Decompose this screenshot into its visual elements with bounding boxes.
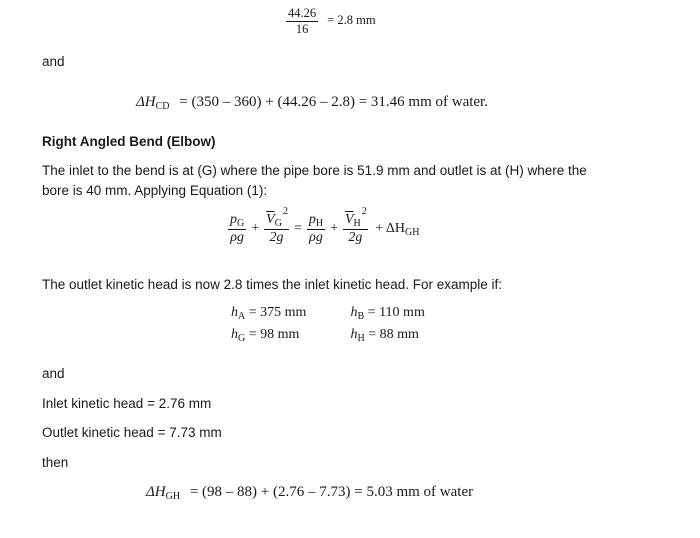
paragraph-1-line-2: bore is 40 mm. Applying Equation (1):: [42, 183, 268, 198]
section-heading: Right Angled Bend (Elbow): [42, 134, 216, 149]
velocity-exponent-h: 2: [361, 206, 367, 217]
pressure-symbol-h: p: [308, 212, 316, 227]
h-h-value: = 88 mm: [368, 327, 419, 342]
h-a-subscript: A: [238, 311, 246, 322]
velocity-subscript-g: G: [274, 218, 282, 229]
pressure-symbol-g: p: [230, 212, 237, 227]
h-h-subscript: H: [357, 333, 365, 344]
fraction-velocity-g: [264, 206, 289, 246]
fraction-velocity-h: [343, 206, 368, 246]
h-a-symbol: h: [231, 305, 238, 320]
fraction-pressure-g: [228, 212, 246, 246]
equation-top: [286, 6, 376, 37]
outlet-kinetic-head: Outlet kinetic head = 7.73 mm: [42, 425, 222, 440]
h-a-value: = 375 mm: [248, 305, 307, 320]
values-row-1: [231, 305, 425, 322]
text-and-2: and: [42, 366, 65, 381]
fraction-numerator: 44.26: [288, 6, 317, 20]
two-g-denominator-1: 2g: [269, 230, 284, 245]
pressure-subscript-g: G: [237, 218, 245, 229]
velocity-subscript-h: H: [353, 218, 361, 229]
equation-bernoulli-rhs-subscript: GH: [405, 227, 420, 239]
delta-h-gh-symbol: ΔH: [146, 484, 166, 500]
values-row-2: [231, 327, 419, 344]
delta-h-gh-rhs: = (98 – 88) + (2.76 – 7.73) = 5.03 mm of water: [189, 484, 474, 500]
pressure-subscript-h: H: [315, 218, 324, 229]
velocity-symbol-g: $\overline{V}$: [266, 212, 275, 227]
fraction-pressure-h: [307, 212, 325, 246]
h-b-subscript: B: [357, 311, 365, 322]
equation-bernoulli-rhs-term: + ΔH: [375, 221, 406, 237]
h-b-symbol: h: [350, 305, 358, 320]
fraction-top: [286, 6, 318, 37]
rho-g-denominator-1: ρg: [230, 230, 244, 245]
equation-top-rhs: = 2.8 mm: [327, 13, 376, 28]
velocity-symbol-h: $\overline{V}$: [344, 212, 354, 227]
fraction-denominator: 16: [295, 22, 309, 36]
delta-h-cd-subscript: CD: [155, 101, 170, 112]
velocity-exponent-g: 2: [282, 206, 288, 217]
h-g-symbol: h: [231, 327, 238, 342]
paragraph-2: The outlet kinetic head is now 2.8 times the inlet kinetic head. For example if:: [42, 277, 502, 292]
equation-bernoulli: $\frac{p_G}{\rho g}$ + $\frac{\overline{V}_G^2}{2g}$ = $\frac{p_H}{\rho g}$ + $\frac{\overline{V}_H^2}{2g}$ + $\Delta H_{GH}$: [230, 206, 420, 245]
h-b-value: = 110 mm: [367, 305, 425, 320]
text-and-1: and: [42, 54, 65, 69]
h-g-value: = 98 mm: [248, 327, 300, 342]
equation-delta-h-gh: [146, 484, 473, 502]
paragraph-1-line-1: The inlet to the bend is at (G) where the pipe bore is 51.9 mm and outlet is at (H) where the: [42, 163, 587, 178]
delta-h-cd-symbol: ΔH: [136, 94, 156, 110]
equation-delta-h-cd: [136, 94, 488, 112]
h-h-symbol: h: [350, 327, 358, 342]
text-then: then: [42, 455, 69, 470]
rho-g-denominator-2: ρg: [309, 230, 323, 245]
h-g-subscript: G: [238, 333, 246, 344]
delta-h-gh-subscript: GH: [165, 491, 181, 502]
two-g-denominator-2: 2g: [348, 230, 363, 245]
inlet-kinetic-head: Inlet kinetic head = 2.76 mm: [42, 396, 212, 411]
delta-h-cd-rhs: = (350 – 360) + (44.26 – 2.8) = 31.46 mm of water.: [179, 94, 488, 110]
